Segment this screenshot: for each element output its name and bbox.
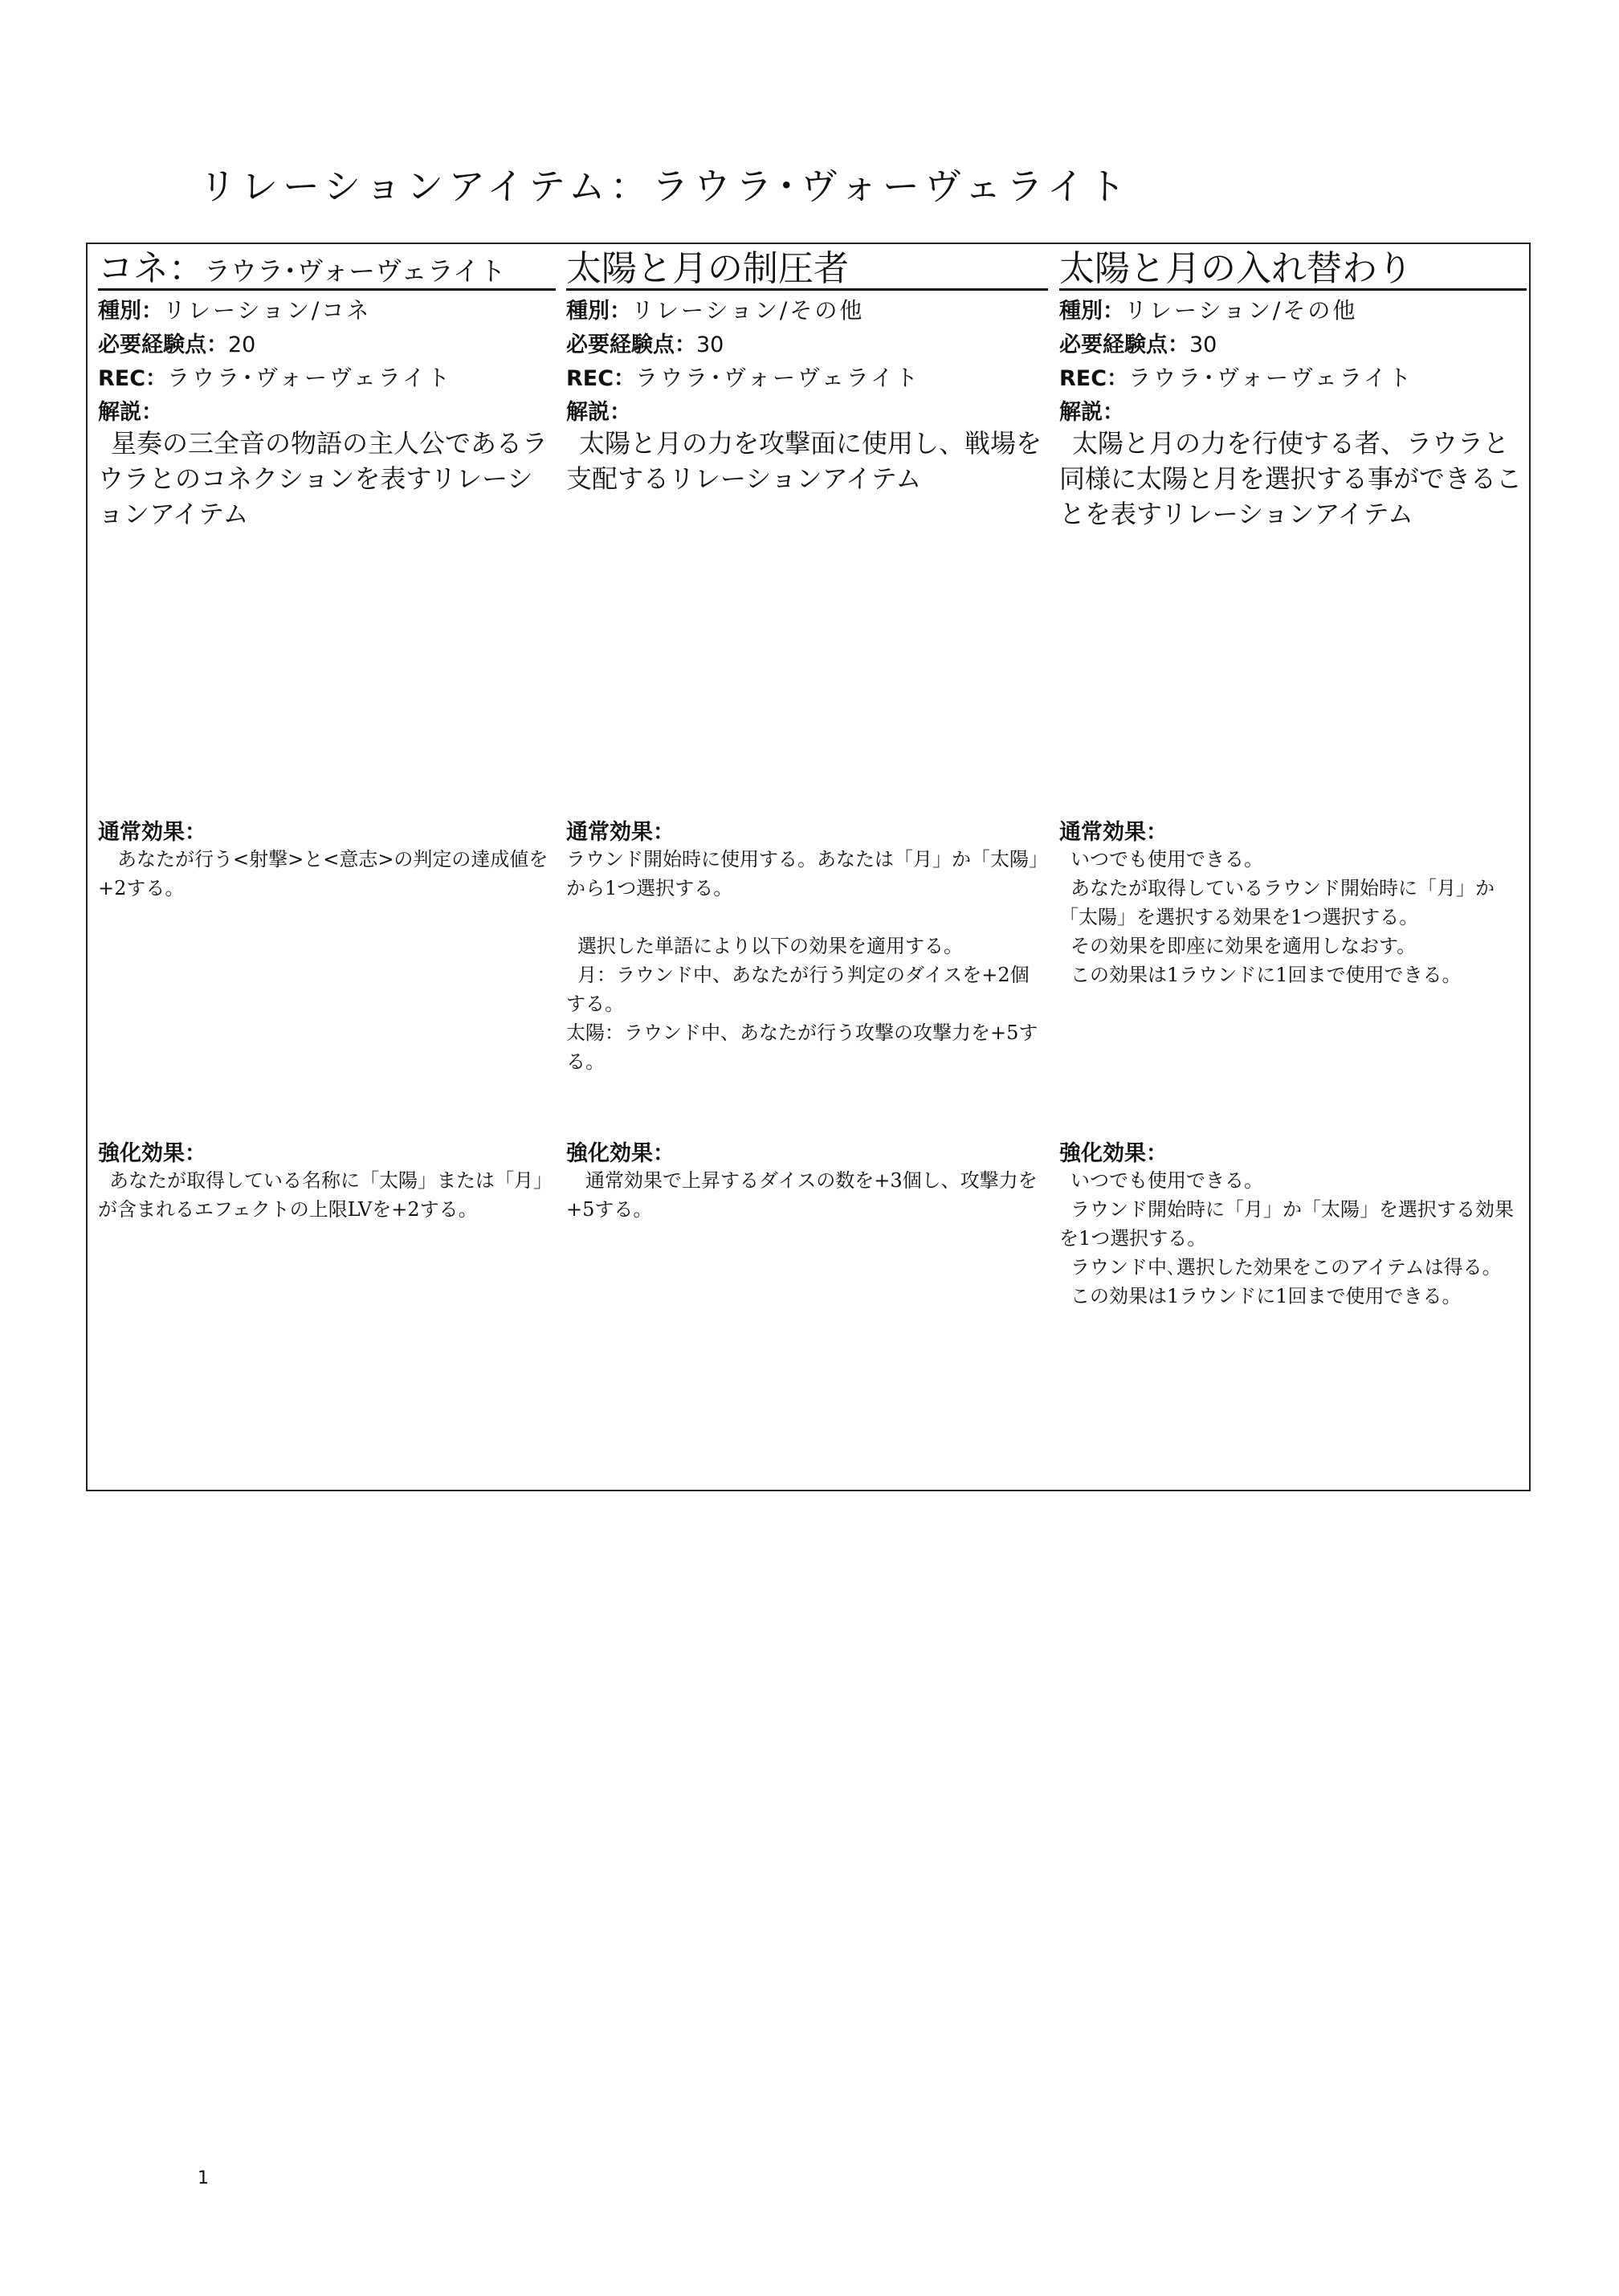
exp-value: 30 <box>696 332 724 357</box>
card-name-text: 太陽と月の入れ替わり <box>1059 248 1413 289</box>
normal-effect-text <box>566 845 1048 1076</box>
exp-row <box>98 328 556 361</box>
type-row <box>1059 294 1527 328</box>
strong-effect-label: 強化効果： <box>566 1141 675 1166</box>
effect-line: ラウンド中､選択した効果をこのアイテムは得る。 <box>1070 1256 1502 1279</box>
page-number: 1 <box>198 2168 209 2188</box>
item-card-sun-moon-conqueror <box>566 244 1048 1490</box>
type-row <box>566 294 1048 328</box>
card-name <box>98 247 556 291</box>
exp-row <box>1059 328 1527 361</box>
desc-row <box>98 395 556 429</box>
card-description: 太陽と月の力を行使する者、ラウラと同様に太陽と月を選択する事ができることを表すリレーションアイテム <box>1059 428 1523 529</box>
type-value: リレーション/その他 <box>631 297 865 324</box>
effect-line: ラウンド開始時に「月」か「太陽」を選択する効果を1つ選択する。 <box>1059 1198 1514 1250</box>
type-row <box>98 294 556 328</box>
effect-line: 月：ラウンド中、あなたが行う判定のダイスを+2個する。 <box>566 964 1030 1015</box>
exp-value: 20 <box>228 332 256 357</box>
card-name-prefix: コネ： <box>98 248 204 289</box>
desc-label: 解説： <box>1059 400 1124 425</box>
effect-line: 太陽：ラウンド中、あなたが行う攻撃の攻撃力を+5する。 <box>566 1022 1038 1073</box>
exp-label: 必要経験点： <box>566 332 696 357</box>
desc-label: 解説： <box>98 400 163 425</box>
type-value: リレーション/コネ <box>163 297 372 324</box>
strong-effect-text <box>566 1166 1048 1224</box>
type-label: 種別： <box>566 299 631 324</box>
strong-effect-label: 強化効果： <box>1059 1141 1168 1166</box>
rec-row <box>566 361 1048 395</box>
rec-value: ラウラ･ヴォーヴェライト <box>635 365 920 391</box>
card-name <box>566 247 1048 291</box>
effect-line: この効果は1ラウンドに1回まで使用できる。 <box>1070 1285 1462 1307</box>
card-name-text: 太陽と月の制圧者 <box>566 248 849 289</box>
exp-label: 必要経験点： <box>1059 332 1189 357</box>
item-card-table <box>86 243 1531 1491</box>
item-card-sun-moon-swap <box>1059 244 1527 1490</box>
exp-label: 必要経験点： <box>98 332 228 357</box>
rec-label: REC： <box>98 366 168 391</box>
rec-label: REC： <box>566 366 636 391</box>
desc-row <box>566 395 1048 429</box>
normal-effect-label: 通常効果： <box>98 820 206 845</box>
card-meta <box>566 294 1048 429</box>
card-meta <box>1059 294 1527 429</box>
normal-effect-text <box>1059 845 1527 989</box>
desc-label: 解説： <box>566 400 631 425</box>
rec-row <box>98 361 556 395</box>
item-card-connection <box>98 244 556 1490</box>
normal-effect-label: 通常効果： <box>1059 820 1168 845</box>
effect-line: この効果は1ラウンドに1回まで使用できる。 <box>1070 964 1462 986</box>
type-label: 種別： <box>1059 299 1124 324</box>
exp-value: 30 <box>1189 332 1217 357</box>
effect-line: あなたが取得している名称に「太陽」または「月」が含まれるエフェクトの上限LVを+2する。 <box>98 1169 553 1221</box>
strong-effect-text <box>1059 1166 1527 1311</box>
rec-row <box>1059 361 1527 395</box>
effect-line: いつでも使用できる。 <box>1070 848 1263 871</box>
effect-line: ラウンド開始時に使用する。あなたは「月」か「太陽」から1つ選択する。 <box>566 848 1048 899</box>
rec-value: ラウラ･ヴォーヴェライト <box>1128 365 1413 391</box>
effect-line: その効果を即座に効果を適用しなおす。 <box>1070 935 1417 957</box>
card-meta <box>98 294 556 429</box>
effect-line: あなたが行う<射撃>と<意志>の判定の達成値を+2する。 <box>98 848 549 899</box>
rec-value: ラウラ･ヴォーヴェライト <box>167 365 452 391</box>
exp-row <box>566 328 1048 361</box>
card-description: 太陽と月の力を攻撃面に使用し、戦場を支配するリレーションアイテム <box>566 428 1042 494</box>
rec-label: REC： <box>1059 366 1129 391</box>
card-description: 星奏の三全音の物語の主人公であるラウラとのコネクションを表すリレーションアイテム <box>98 428 549 529</box>
card-name-text: ラウラ･ヴォーヴェライト <box>204 255 506 287</box>
effect-line: 選択した単語により以下の効果を適用する。 <box>577 935 963 957</box>
type-value: リレーション/その他 <box>1124 297 1358 324</box>
effect-line: あなたが取得しているラウンド開始時に「月」か「太陽」を選択する効果を1つ選択する。 <box>1059 877 1495 928</box>
type-label: 種別： <box>98 299 163 324</box>
effect-line: いつでも使用できる。 <box>1070 1169 1263 1192</box>
document-title: リレーションアイテム：ラウラ･ヴォーヴェライト <box>199 165 1131 208</box>
strong-effect-label: 強化効果： <box>98 1141 206 1166</box>
normal-effect-text <box>98 845 556 903</box>
normal-effect-label: 通常効果： <box>566 820 675 845</box>
strong-effect-text <box>98 1166 556 1224</box>
desc-row <box>1059 395 1527 429</box>
effect-line: 通常効果で上昇するダイスの数を+3個し、攻撃力を+5する。 <box>566 1169 1038 1221</box>
card-name <box>1059 247 1527 291</box>
